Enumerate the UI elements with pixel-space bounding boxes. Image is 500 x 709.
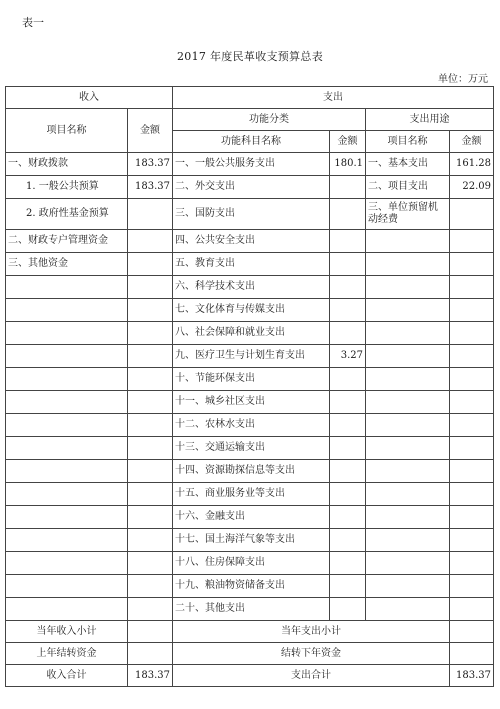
- use-empty-amount: [450, 437, 494, 460]
- summary-row: [6, 621, 494, 643]
- income-item-amount: [128, 199, 173, 230]
- function-item-amount: [330, 598, 366, 621]
- function-item-name: 一、一般公共服务支出: [173, 153, 330, 176]
- function-item-name: 六、科学技术支出: [173, 276, 330, 299]
- use-empty-cell: [366, 230, 450, 253]
- use-empty-amount: [450, 276, 494, 299]
- expense-subtotal-label: 当年支出小计: [173, 621, 450, 643]
- table-row: [6, 529, 494, 552]
- table-row: [6, 368, 494, 391]
- income-item-name: 三、其他资金: [6, 253, 128, 276]
- use-empty-cell: [366, 345, 450, 368]
- use-empty-cell: [366, 460, 450, 483]
- use-empty-amount: [450, 368, 494, 391]
- income-item-amount: 183.37: [128, 153, 173, 176]
- table-row: [6, 322, 494, 345]
- header-project-name: 项目名称: [6, 109, 128, 153]
- table-row: [6, 598, 494, 621]
- table-row: [6, 506, 494, 529]
- income-empty-amount: [128, 299, 173, 322]
- table-row: [6, 299, 494, 322]
- income-empty-amount: [128, 460, 173, 483]
- table-row: [6, 460, 494, 483]
- function-item-amount: [330, 299, 366, 322]
- use-item-name: 一、基本支出: [366, 153, 450, 176]
- use-empty-cell: [366, 529, 450, 552]
- use-empty-amount: [450, 391, 494, 414]
- income-empty-cell: [6, 368, 128, 391]
- table-row: [6, 552, 494, 575]
- function-item-name: 十三、交通运输支出: [173, 437, 330, 460]
- header-function-subject: 功能科目名称: [173, 131, 330, 153]
- function-item-amount: [330, 437, 366, 460]
- income-empty-cell: [6, 276, 128, 299]
- expense-subtotal-amount: [450, 621, 494, 643]
- function-item-name: 十四、资源勘探信息等支出: [173, 460, 330, 483]
- function-item-name: 十七、国土海洋气象等支出: [173, 529, 330, 552]
- header-use-project: 项目名称: [366, 131, 450, 153]
- expense-total-label: 支出合计: [173, 665, 450, 687]
- use-empty-amount: [450, 552, 494, 575]
- header-row-2: [6, 109, 494, 131]
- use-empty-amount: [450, 529, 494, 552]
- budget-table-body: [6, 87, 494, 687]
- table-row: [6, 253, 494, 276]
- table-row: [6, 414, 494, 437]
- income-empty-amount: [128, 391, 173, 414]
- income-empty-amount: [128, 529, 173, 552]
- carryover-out-amount: [450, 643, 494, 665]
- income-empty-amount: [128, 322, 173, 345]
- income-empty-cell: [6, 460, 128, 483]
- function-item-amount: [330, 199, 366, 230]
- use-item-name: 三、单位预留机动经费: [366, 199, 450, 230]
- function-item-amount: [330, 460, 366, 483]
- income-empty-cell: [6, 322, 128, 345]
- income-empty-cell: [6, 437, 128, 460]
- income-empty-cell: [6, 299, 128, 322]
- income-total-label: 收入合计: [6, 665, 128, 687]
- header-income: 收入: [6, 87, 173, 109]
- carryover-in-amount: [128, 643, 173, 665]
- function-item-name: 九、医疗卫生与计划生育支出: [173, 345, 330, 368]
- table-row: [6, 230, 494, 253]
- function-item-amount: [330, 575, 366, 598]
- use-empty-amount: [450, 575, 494, 598]
- income-empty-amount: [128, 552, 173, 575]
- income-empty-cell: [6, 529, 128, 552]
- use-empty-cell: [366, 322, 450, 345]
- function-item-name: 四、公共安全支出: [173, 230, 330, 253]
- income-total-amount: 183.37: [128, 665, 173, 687]
- function-item-amount: [330, 414, 366, 437]
- function-item-name: 三、国防支出: [173, 199, 330, 230]
- income-empty-cell: [6, 391, 128, 414]
- use-empty-cell: [366, 391, 450, 414]
- income-empty-amount: [128, 483, 173, 506]
- use-empty-cell: [366, 414, 450, 437]
- use-empty-cell: [366, 276, 450, 299]
- income-empty-cell: [6, 575, 128, 598]
- function-item-name: 二、外交支出: [173, 176, 330, 199]
- function-item-name: 十、节能环保支出: [173, 368, 330, 391]
- function-item-name: 七、文化体育与传媒支出: [173, 299, 330, 322]
- income-item-name: 1. 一般公共预算: [6, 176, 128, 199]
- table-row: [6, 345, 494, 368]
- income-empty-amount: [128, 575, 173, 598]
- use-empty-amount: [450, 460, 494, 483]
- header-function-class: 功能分类: [173, 109, 366, 131]
- use-empty-cell: [366, 598, 450, 621]
- function-item-name: 八、社会保障和就业支出: [173, 322, 330, 345]
- use-empty-amount: [450, 598, 494, 621]
- function-item-amount: 180.1: [330, 153, 366, 176]
- use-item-amount: [450, 199, 494, 230]
- header-income-amount: 金额: [128, 109, 173, 153]
- income-item-amount: 183.37: [128, 176, 173, 199]
- function-item-amount: [330, 483, 366, 506]
- table-row: [6, 391, 494, 414]
- table-row: [6, 483, 494, 506]
- table-row: [6, 437, 494, 460]
- income-empty-amount: [128, 437, 173, 460]
- use-empty-cell: [366, 253, 450, 276]
- use-empty-cell: [366, 483, 450, 506]
- header-function-amount: 金额: [330, 131, 366, 153]
- use-empty-amount: [450, 322, 494, 345]
- function-item-name: 十六、金融支出: [173, 506, 330, 529]
- table-row: [6, 176, 494, 199]
- summary-row: [6, 665, 494, 687]
- income-empty-amount: [128, 598, 173, 621]
- income-empty-amount: [128, 414, 173, 437]
- function-item-name: 十二、农林水支出: [173, 414, 330, 437]
- income-empty-amount: [128, 368, 173, 391]
- header-expenditure: 支出: [173, 87, 494, 109]
- expense-total-amount: 183.37: [450, 665, 494, 687]
- function-item-amount: [330, 176, 366, 199]
- function-item-name: 十九、粮油物资储备支出: [173, 575, 330, 598]
- use-empty-amount: [450, 230, 494, 253]
- use-empty-amount: [450, 345, 494, 368]
- use-empty-amount: [450, 299, 494, 322]
- table-row: [6, 575, 494, 598]
- header-row-1: [6, 87, 494, 109]
- table-row: [6, 199, 494, 230]
- summary-row: [6, 643, 494, 665]
- use-empty-amount: [450, 483, 494, 506]
- income-item-amount: [128, 253, 173, 276]
- header-use-amount: 金额: [450, 131, 494, 153]
- income-item-name: 二、财政专户管理资金: [6, 230, 128, 253]
- function-item-name: 五、教育支出: [173, 253, 330, 276]
- function-item-amount: [330, 391, 366, 414]
- income-empty-cell: [6, 506, 128, 529]
- use-empty-cell: [366, 552, 450, 575]
- income-empty-cell: [6, 483, 128, 506]
- income-subtotal-label: 当年收入小计: [6, 621, 128, 643]
- use-empty-amount: [450, 253, 494, 276]
- table-row: [6, 276, 494, 299]
- function-item-amount: [330, 552, 366, 575]
- function-item-amount: [330, 368, 366, 391]
- table-row: [6, 153, 494, 176]
- use-item-amount: 161.28: [450, 153, 494, 176]
- income-empty-amount: [128, 276, 173, 299]
- carryover-out-label: 结转下年资金: [173, 643, 450, 665]
- use-empty-amount: [450, 414, 494, 437]
- function-item-amount: 3.27: [330, 345, 366, 368]
- function-item-amount: [330, 322, 366, 345]
- income-empty-cell: [6, 345, 128, 368]
- document-label: 表一: [22, 16, 44, 29]
- use-empty-cell: [366, 299, 450, 322]
- use-empty-cell: [366, 575, 450, 598]
- unit-label: 单位：万元: [438, 74, 488, 85]
- income-empty-amount: [128, 345, 173, 368]
- function-item-amount: [330, 506, 366, 529]
- header-expense-use: 支出用途: [366, 109, 494, 131]
- function-item-amount: [330, 230, 366, 253]
- function-item-name: 十一、城乡社区支出: [173, 391, 330, 414]
- function-item-name: 十五、商业服务业等支出: [173, 483, 330, 506]
- use-item-name: 二、项目支出: [366, 176, 450, 199]
- use-empty-amount: [450, 506, 494, 529]
- income-empty-cell: [6, 414, 128, 437]
- use-empty-cell: [366, 368, 450, 391]
- function-item-amount: [330, 276, 366, 299]
- income-empty-amount: [128, 506, 173, 529]
- function-item-name: 十八、住房保障支出: [173, 552, 330, 575]
- income-subtotal-amount: [128, 621, 173, 643]
- function-item-name: 二十、其他支出: [173, 598, 330, 621]
- carryover-in-label: 上年结转资金: [6, 643, 128, 665]
- income-item-name: 2. 政府性基金预算: [6, 199, 128, 230]
- function-item-amount: [330, 529, 366, 552]
- page-title: 2017 年度民革收支预算总表: [177, 50, 323, 63]
- income-item-name: 一、财政拨款: [6, 153, 128, 176]
- budget-table: [5, 86, 494, 687]
- use-empty-cell: [366, 506, 450, 529]
- income-empty-cell: [6, 552, 128, 575]
- income-item-amount: [128, 230, 173, 253]
- function-item-amount: [330, 253, 366, 276]
- income-empty-cell: [6, 598, 128, 621]
- use-empty-cell: [366, 437, 450, 460]
- use-item-amount: 22.09: [450, 176, 494, 199]
